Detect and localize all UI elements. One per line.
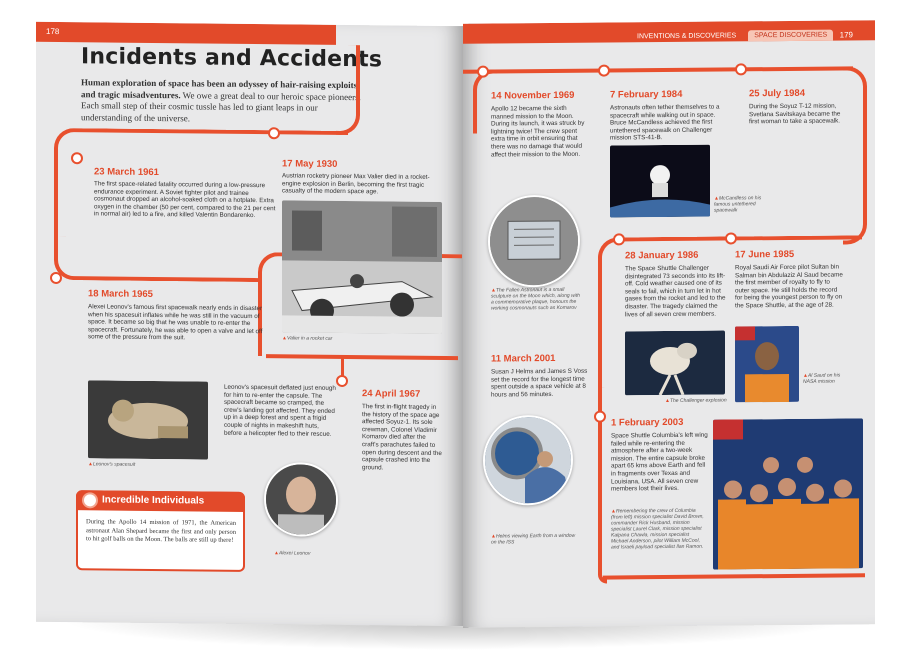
left-page (36, 22, 463, 626)
timeline-path (843, 66, 867, 244)
timeline-path (603, 573, 865, 579)
spacewalk-illustration (610, 145, 710, 218)
entry-date: 24 April 1967 (362, 388, 421, 400)
timeline-dot (725, 232, 737, 244)
incredible-individuals-title: Incredible Individuals (102, 494, 205, 507)
plaque-illustration (490, 197, 578, 286)
timeline-path (54, 236, 258, 282)
timeline-path (266, 354, 458, 360)
challenger-photo (625, 331, 725, 396)
right-header-bar (463, 20, 875, 44)
entry-text: During the Soyuz T-12 mission, Svetlana Savitskaya became the first woman to take a spacewalk. (749, 102, 841, 126)
caption: ▲ The Challenger explosion (665, 397, 727, 404)
caption: ▲ Alexei Leonov (274, 550, 310, 556)
timeline-dot (598, 65, 610, 77)
leonov-extra-text: Leonov's spacesuit deflated just enough for him to re-enter the capsule. The spacecraft became so cramped, the crew's landing got affected. They ended up in a deep forest and spent a frigid couple of nights in makeshift huts, before a helicopter fled to their rescue. (224, 383, 336, 438)
spacesuit-illustration (88, 380, 208, 459)
entry-text: Space Shuttle Columbia's left wing failed while re-entering the atmosphere after a two-week mission. The entire capsule broke apart 65 kms above Earth and fell in fragments over Texas and Louisiana, USA. All seven crew members lost their lives. (611, 431, 708, 493)
rocket-car-illustration (282, 200, 442, 334)
timeline-dot (735, 63, 747, 75)
caption: ▲ Valier in a rocket car (282, 335, 332, 342)
tab-space-discoveries[interactable]: SPACE DISCOVERIES (748, 30, 833, 42)
entry-date: 25 July 1984 (749, 87, 805, 100)
timeline-path (54, 158, 58, 238)
entry-date: 1 February 2003 (611, 416, 684, 429)
entry-date: 17 June 1985 (735, 248, 795, 261)
entry-text: The first in-flight tragedy in the history of the space age affected Soyuz-1. Its sole crewman, Colonel Vladimir Komarov died after the craft's parachutes failed to open during descent and the capsule crashed into the ground. (362, 403, 442, 472)
left-page-number: 178 (46, 26, 60, 37)
right-page (463, 20, 875, 628)
entry-date: 28 January 1986 (625, 249, 699, 262)
caption: ▲ Helms viewing Earth from a window on the ISS (491, 533, 581, 546)
timeline-path (463, 66, 853, 73)
valier-photo (282, 200, 442, 334)
page-title: Incidents and Accidents (81, 44, 383, 73)
entry-text: Alexei Leonov's famous first spacewalk nearly ends in disaster when his spacesuit inflates while he was still in the vacuum of space. It became so big that he was unable to re-enter the spacecraft. Fortunately, he was able to open a valve and let off some of the pressure from the suit. (88, 303, 263, 342)
crew-illustration (713, 418, 863, 569)
timeline-dot (268, 127, 280, 139)
timeline-dot (594, 411, 606, 423)
timeline-dot (477, 66, 489, 78)
portrait-illustration (266, 464, 336, 535)
iss-window-illustration (485, 417, 571, 504)
left-header-bar (36, 22, 336, 45)
timeline-dot (71, 152, 83, 164)
columbia-crew-photo (713, 418, 863, 569)
entry-date: 18 March 1965 (88, 288, 153, 300)
incredible-individuals-box (76, 490, 245, 572)
spacesuit-photo (88, 380, 208, 459)
entry-date: 11 March 2001 (491, 352, 556, 365)
explosion-illustration (625, 331, 725, 396)
timeline-dot (613, 233, 625, 245)
incredible-individuals-header (76, 490, 245, 512)
leonov-portrait (264, 462, 338, 537)
tab-inventions[interactable]: INVENTIONS & DISCOVERIES (637, 32, 737, 41)
intro-bold: Human exploration of space has been an odyssey of hair-raising exploits and tragic misadventures. (81, 77, 358, 100)
right-page-number: 179 (839, 30, 853, 40)
astronaut-portrait-illustration (735, 326, 799, 403)
entry-text: Apollo 12 became the sixth manned mission to the Moon. During its launch, it was struck by lightning twice! The crew spent extra time in orbit ensuring that there was no damage that would affect their mission to the Moon. (491, 104, 585, 159)
mccandless-photo (610, 145, 710, 218)
timeline-path (336, 45, 360, 135)
alsaud-photo (735, 326, 799, 403)
entry-text: The first space-related fatality occurred during a low-pressure endurance experiment. A Soviet fighter pilot and trainee cosmonaut dropped an alcohol-soaked cloth on a hotplate. Extra oxygen in the chamber (50 per cent, compared to the 21 per cent in normal air) led to a fire, and killed Valentin Bondarenko. (94, 180, 276, 220)
entry-date: 14 November 1969 (491, 89, 575, 102)
timeline-dot (336, 375, 348, 387)
entry-text: Astronauts often tether themselves to a spacecraft while walking out in space. Bruce McCandless achieved the first untethered spacewalk on Challenger mission STS-41-B. (610, 103, 720, 142)
intro-rest: We owe a great deal to our heroic space pioneers. Each small step of their cosmic tussle has led to giant leaps in our understanding of the universe. (81, 89, 361, 123)
caption: ▲ The Fallen Astronaut is a small sculpture on the Moon which, along with a commemorative plaque, honours the working cosmonauts such as Komarov (491, 287, 581, 312)
caption: ▲ Remembering the crew of Columbia (from left) mission specialist David Brown, commander Rick Husband, mission specialist Laurel Clark, mission specialist Kalpana Chawla, mission specialist Michael Anderson, pilot William McCool, and Israeli payload specialist Ilan Ramon. (611, 508, 707, 551)
helms-photo (483, 415, 573, 506)
intro-text (81, 77, 361, 126)
caption: ▲ Leonov's spacesuit (88, 461, 135, 467)
caption: ▲ McCandless on his famous untethered spacewalk (714, 195, 774, 214)
entry-date: 7 February 1984 (610, 88, 683, 101)
medal-icon (82, 492, 98, 508)
entry-text: The Space Shuttle Challenger disintegrated 73 seconds into its lift-off. Cold weather caused one of its seals to fail, which in turn let in hot gases from the rocket and led to the disaster. The tragedy claimed the lives of all seven crew members. (625, 264, 726, 318)
fallen-astronaut-photo (488, 195, 580, 288)
entry-date: 17 May 1930 (282, 158, 338, 170)
entry-text: Austrian rocketry pioneer Max Valier died in a rocket-engine explosion in Berlin, becoming the first tragic casualty of the modern space age. (282, 172, 430, 196)
section-tabs (631, 30, 833, 43)
timeline-dot (50, 272, 62, 284)
entry-text: Susan J Helms and James S Voss set the record for the longest time spent outside a space vehicle at 8 hours and 56 minutes. (491, 367, 588, 399)
caption: ▲ Al Saud on his NASA mission (803, 372, 843, 384)
entry-date: 23 March 1961 (94, 166, 159, 179)
entry-text: Royal Saudi Air Force pilot Sultan bin Salman bin Abdulaziz Al Saud became the first member of royalty to fly to outer space. He still holds the record for being the youngest person to fly on the Space Shuttle, at the age of 28. (735, 263, 843, 310)
incredible-individuals-text: During the Apollo 14 mission of 1971, the American astronaut Alan Shepard became the first and only person to hit golf balls on the Moon. The balls are still up there! (86, 518, 236, 544)
